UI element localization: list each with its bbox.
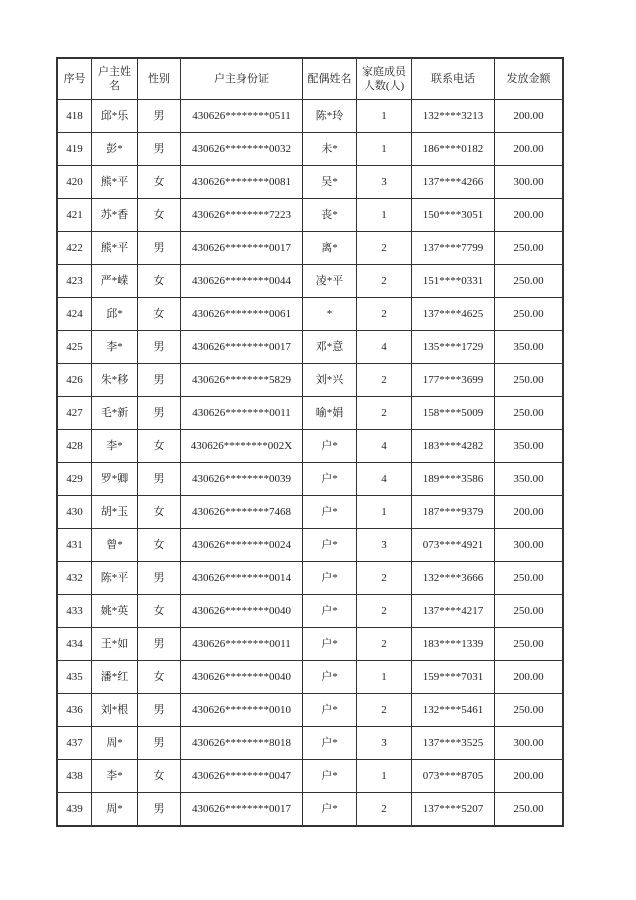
cell-index: 424 xyxy=(57,298,92,331)
cell-id: 430626********0024 xyxy=(181,529,303,562)
cell-spouse: 离* xyxy=(303,232,357,265)
cell-index: 425 xyxy=(57,331,92,364)
cell-members: 2 xyxy=(357,397,412,430)
cell-index: 430 xyxy=(57,496,92,529)
cell-phone: 151****0331 xyxy=(412,265,495,298)
cell-spouse: 户* xyxy=(303,595,357,628)
cell-spouse: 户* xyxy=(303,727,357,760)
cell-id: 430626********0032 xyxy=(181,133,303,166)
cell-name: 毛*新 xyxy=(92,397,138,430)
cell-phone: 137****5207 xyxy=(412,793,495,827)
cell-members: 1 xyxy=(357,496,412,529)
cell-id: 430626********7468 xyxy=(181,496,303,529)
cell-members: 1 xyxy=(357,133,412,166)
cell-phone: 135****1729 xyxy=(412,331,495,364)
table-row xyxy=(57,661,563,694)
cell-id: 430626********0014 xyxy=(181,562,303,595)
table-row xyxy=(57,133,563,166)
table-row xyxy=(57,331,563,364)
cell-amount: 250.00 xyxy=(495,265,564,298)
cell-spouse: 刘*兴 xyxy=(303,364,357,397)
cell-gender: 女 xyxy=(138,595,181,628)
cell-spouse: 户* xyxy=(303,628,357,661)
cell-amount: 250.00 xyxy=(495,628,564,661)
cell-gender: 男 xyxy=(138,727,181,760)
cell-members: 1 xyxy=(357,760,412,793)
cell-name: 李* xyxy=(92,430,138,463)
cell-spouse: 户* xyxy=(303,529,357,562)
cell-id: 430626********0061 xyxy=(181,298,303,331)
cell-name: 熊*平 xyxy=(92,232,138,265)
cell-id: 430626********0044 xyxy=(181,265,303,298)
table-row xyxy=(57,628,563,661)
cell-amount: 250.00 xyxy=(495,595,564,628)
table-row xyxy=(57,364,563,397)
cell-spouse: 户* xyxy=(303,793,357,827)
table-row xyxy=(57,463,563,496)
cell-phone: 187****9379 xyxy=(412,496,495,529)
cell-spouse: 邓*意 xyxy=(303,331,357,364)
cell-spouse: 户* xyxy=(303,760,357,793)
cell-gender: 女 xyxy=(138,529,181,562)
cell-amount: 250.00 xyxy=(495,364,564,397)
cell-amount: 250.00 xyxy=(495,397,564,430)
cell-name: 熊*平 xyxy=(92,166,138,199)
cell-amount: 350.00 xyxy=(495,430,564,463)
cell-phone: 137****4266 xyxy=(412,166,495,199)
cell-gender: 男 xyxy=(138,100,181,133)
cell-members: 1 xyxy=(357,199,412,232)
cell-name: 彭* xyxy=(92,133,138,166)
cell-gender: 女 xyxy=(138,166,181,199)
cell-members: 2 xyxy=(357,595,412,628)
cell-spouse: 喻*娟 xyxy=(303,397,357,430)
cell-phone: 183****1339 xyxy=(412,628,495,661)
cell-gender: 男 xyxy=(138,364,181,397)
cell-phone: 186****0182 xyxy=(412,133,495,166)
cell-amount: 250.00 xyxy=(495,298,564,331)
cell-id: 430626********0017 xyxy=(181,331,303,364)
cell-id: 430626********5829 xyxy=(181,364,303,397)
cell-index: 426 xyxy=(57,364,92,397)
table-row xyxy=(57,727,563,760)
cell-amount: 350.00 xyxy=(495,331,564,364)
cell-spouse: 凌*平 xyxy=(303,265,357,298)
cell-id: 430626********7223 xyxy=(181,199,303,232)
cell-gender: 男 xyxy=(138,463,181,496)
cell-amount: 250.00 xyxy=(495,694,564,727)
cell-index: 432 xyxy=(57,562,92,595)
cell-amount: 200.00 xyxy=(495,760,564,793)
cell-gender: 女 xyxy=(138,265,181,298)
table-row xyxy=(57,199,563,232)
cell-gender: 男 xyxy=(138,397,181,430)
cell-amount: 350.00 xyxy=(495,463,564,496)
cell-index: 437 xyxy=(57,727,92,760)
cell-members: 3 xyxy=(357,166,412,199)
cell-amount: 200.00 xyxy=(495,199,564,232)
cell-id: 430626********0047 xyxy=(181,760,303,793)
cell-gender: 女 xyxy=(138,298,181,331)
table-row xyxy=(57,694,563,727)
cell-phone: 189****3586 xyxy=(412,463,495,496)
cell-spouse: 户* xyxy=(303,694,357,727)
cell-name: 陈*平 xyxy=(92,562,138,595)
cell-members: 2 xyxy=(357,298,412,331)
cell-index: 438 xyxy=(57,760,92,793)
cell-id: 430626********0011 xyxy=(181,397,303,430)
cell-phone: 150****3051 xyxy=(412,199,495,232)
cell-index: 427 xyxy=(57,397,92,430)
cell-gender: 男 xyxy=(138,628,181,661)
table-row xyxy=(57,760,563,793)
cell-phone: 073****8705 xyxy=(412,760,495,793)
cell-spouse: 丧* xyxy=(303,199,357,232)
cell-index: 434 xyxy=(57,628,92,661)
column-header-members: 家庭成员人数(人) xyxy=(357,58,412,100)
cell-spouse: 户* xyxy=(303,430,357,463)
cell-name: 姚*英 xyxy=(92,595,138,628)
table-row xyxy=(57,166,563,199)
cell-name: 罗*卿 xyxy=(92,463,138,496)
cell-phone: 158****5009 xyxy=(412,397,495,430)
table-header xyxy=(57,58,563,100)
cell-phone: 137****7799 xyxy=(412,232,495,265)
table-row xyxy=(57,298,563,331)
cell-phone: 137****4625 xyxy=(412,298,495,331)
cell-amount: 200.00 xyxy=(495,496,564,529)
cell-amount: 300.00 xyxy=(495,166,564,199)
column-header-id: 户主身份证 xyxy=(181,58,303,100)
cell-name: 李* xyxy=(92,760,138,793)
cell-index: 420 xyxy=(57,166,92,199)
cell-members: 4 xyxy=(357,430,412,463)
cell-members: 2 xyxy=(357,232,412,265)
cell-gender: 女 xyxy=(138,496,181,529)
cell-index: 439 xyxy=(57,793,92,827)
cell-members: 4 xyxy=(357,463,412,496)
cell-name: 李* xyxy=(92,331,138,364)
cell-spouse: 户* xyxy=(303,463,357,496)
cell-index: 422 xyxy=(57,232,92,265)
cell-id: 430626********0040 xyxy=(181,661,303,694)
header-row xyxy=(57,58,563,100)
cell-id: 430626********0511 xyxy=(181,100,303,133)
cell-spouse: 未* xyxy=(303,133,357,166)
cell-name: 严*嵘 xyxy=(92,265,138,298)
cell-phone: 183****4282 xyxy=(412,430,495,463)
cell-name: 刘*根 xyxy=(92,694,138,727)
cell-spouse: 户* xyxy=(303,496,357,529)
cell-id: 430626********0017 xyxy=(181,793,303,827)
table-body xyxy=(57,100,563,827)
cell-name: 周* xyxy=(92,727,138,760)
cell-id: 430626********0010 xyxy=(181,694,303,727)
cell-id: 430626********8018 xyxy=(181,727,303,760)
table-row xyxy=(57,397,563,430)
cell-members: 1 xyxy=(357,661,412,694)
cell-amount: 300.00 xyxy=(495,529,564,562)
cell-index: 423 xyxy=(57,265,92,298)
cell-phone: 132****3666 xyxy=(412,562,495,595)
cell-members: 2 xyxy=(357,694,412,727)
cell-amount: 250.00 xyxy=(495,562,564,595)
cell-id: 430626********0040 xyxy=(181,595,303,628)
cell-name: 周* xyxy=(92,793,138,827)
cell-spouse: 户* xyxy=(303,562,357,595)
table-row xyxy=(57,529,563,562)
cell-name: 曾* xyxy=(92,529,138,562)
cell-name: 王*如 xyxy=(92,628,138,661)
column-header-amount: 发放金额 xyxy=(495,58,564,100)
cell-index: 433 xyxy=(57,595,92,628)
cell-members: 2 xyxy=(357,793,412,827)
cell-phone: 073****4921 xyxy=(412,529,495,562)
cell-members: 2 xyxy=(357,562,412,595)
cell-phone: 159****7031 xyxy=(412,661,495,694)
cell-index: 429 xyxy=(57,463,92,496)
cell-name: 邱* xyxy=(92,298,138,331)
cell-id: 430626********002X xyxy=(181,430,303,463)
cell-phone: 137****4217 xyxy=(412,595,495,628)
benefit-table xyxy=(56,57,564,827)
cell-members: 2 xyxy=(357,628,412,661)
cell-index: 428 xyxy=(57,430,92,463)
cell-index: 418 xyxy=(57,100,92,133)
cell-spouse: * xyxy=(303,298,357,331)
cell-members: 4 xyxy=(357,331,412,364)
cell-gender: 男 xyxy=(138,793,181,827)
cell-id: 430626********0011 xyxy=(181,628,303,661)
cell-index: 419 xyxy=(57,133,92,166)
cell-members: 2 xyxy=(357,364,412,397)
cell-amount: 300.00 xyxy=(495,727,564,760)
cell-phone: 132****5461 xyxy=(412,694,495,727)
cell-index: 421 xyxy=(57,199,92,232)
cell-index: 431 xyxy=(57,529,92,562)
cell-members: 3 xyxy=(357,529,412,562)
cell-spouse: 户* xyxy=(303,661,357,694)
cell-gender: 女 xyxy=(138,661,181,694)
cell-gender: 女 xyxy=(138,760,181,793)
cell-name: 潘*红 xyxy=(92,661,138,694)
cell-gender: 女 xyxy=(138,199,181,232)
cell-gender: 男 xyxy=(138,232,181,265)
cell-name: 苏*香 xyxy=(92,199,138,232)
cell-amount: 250.00 xyxy=(495,793,564,827)
table-row xyxy=(57,793,563,827)
cell-phone: 132****3213 xyxy=(412,100,495,133)
cell-members: 2 xyxy=(357,265,412,298)
cell-name: 邱*乐 xyxy=(92,100,138,133)
column-header-name: 户主姓名 xyxy=(92,58,138,100)
cell-spouse: 陈*玲 xyxy=(303,100,357,133)
table-row xyxy=(57,265,563,298)
table-row xyxy=(57,562,563,595)
cell-members: 3 xyxy=(357,727,412,760)
cell-amount: 200.00 xyxy=(495,133,564,166)
cell-gender: 男 xyxy=(138,562,181,595)
cell-id: 430626********0039 xyxy=(181,463,303,496)
column-header-spouse: 配偶姓名 xyxy=(303,58,357,100)
cell-gender: 男 xyxy=(138,133,181,166)
cell-id: 430626********0017 xyxy=(181,232,303,265)
cell-index: 436 xyxy=(57,694,92,727)
column-header-gender: 性别 xyxy=(138,58,181,100)
cell-name: 朱*移 xyxy=(92,364,138,397)
cell-amount: 250.00 xyxy=(495,232,564,265)
cell-id: 430626********0081 xyxy=(181,166,303,199)
cell-amount: 200.00 xyxy=(495,100,564,133)
cell-amount: 200.00 xyxy=(495,661,564,694)
cell-phone: 177****3699 xyxy=(412,364,495,397)
table-row xyxy=(57,496,563,529)
column-header-index: 序号 xyxy=(57,58,92,100)
cell-phone: 137****3525 xyxy=(412,727,495,760)
cell-gender: 男 xyxy=(138,694,181,727)
cell-gender: 女 xyxy=(138,430,181,463)
cell-name: 胡*玉 xyxy=(92,496,138,529)
cell-members: 1 xyxy=(357,100,412,133)
cell-gender: 男 xyxy=(138,331,181,364)
table-row xyxy=(57,100,563,133)
cell-index: 435 xyxy=(57,661,92,694)
column-header-phone: 联系电话 xyxy=(412,58,495,100)
table-row xyxy=(57,232,563,265)
table-row xyxy=(57,430,563,463)
cell-spouse: 吴* xyxy=(303,166,357,199)
table-row xyxy=(57,595,563,628)
